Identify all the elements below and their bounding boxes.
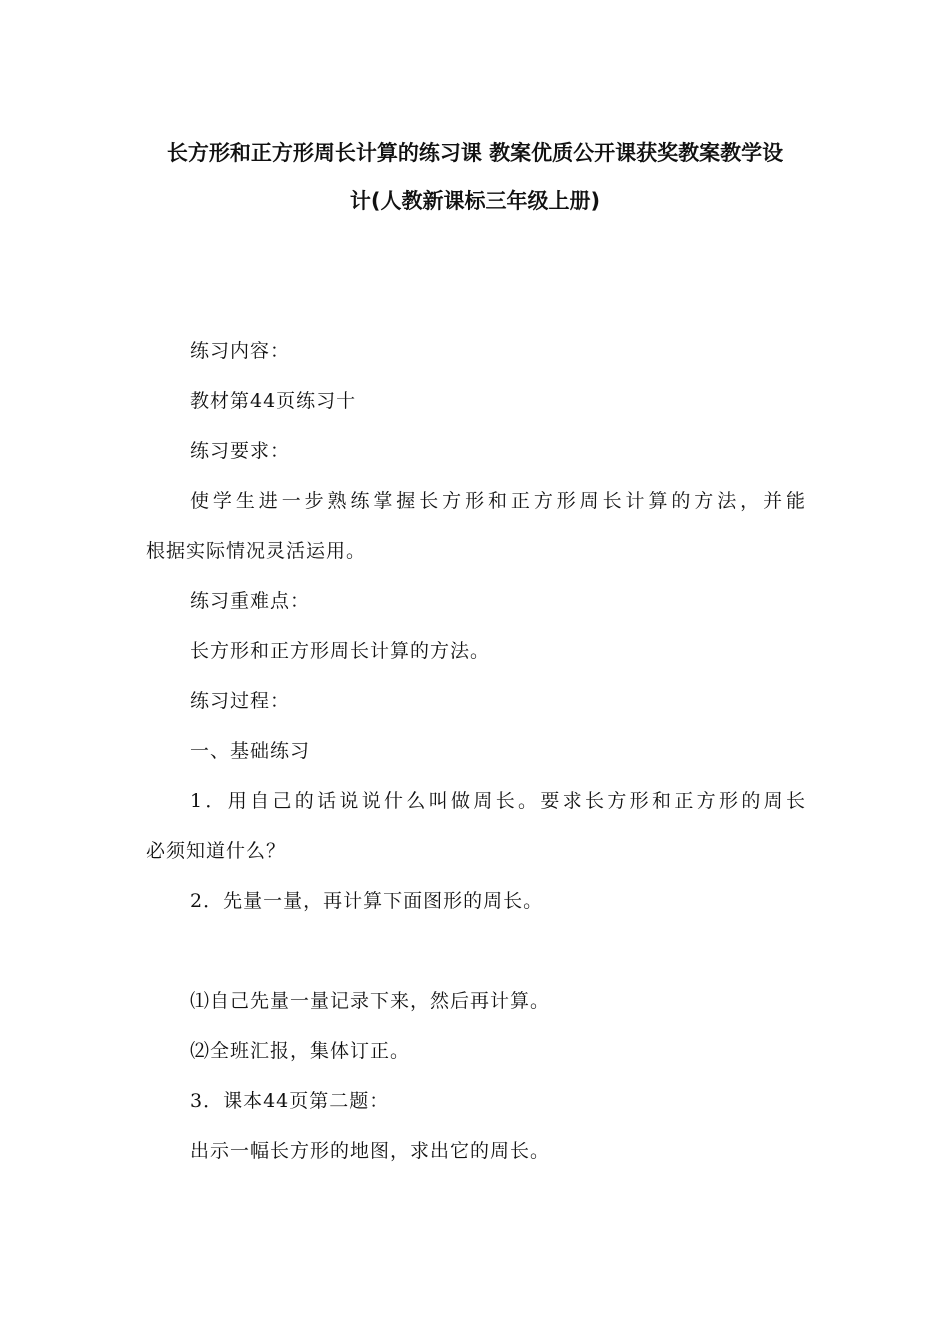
section-heading-practice-process: 练习过程：	[190, 690, 291, 712]
sub-item-2: ⑵全班汇报，集体订正。	[190, 1040, 411, 1062]
document-title-line-2: 计(人教新课标三年级上册)	[349, 189, 601, 213]
section-heading-practice-requirements: 练习要求：	[190, 440, 291, 462]
section-heading-key-difficulties: 练习重难点：	[190, 590, 311, 612]
section-heading-practice-content: 练习内容：	[190, 340, 291, 362]
list-item-1-line-1: 1．用自己的话说说什么叫做周长。要求长方形和正方形的周长	[190, 790, 806, 812]
list-item-2: 2．先量一量，再计算下面图形的周长。	[190, 890, 544, 912]
paragraph-textbook-reference: 教材第44页练习十	[190, 390, 357, 412]
subsection-heading-basic-practice: 一、基础练习	[190, 740, 311, 762]
paragraph-requirements-line-1: 使学生进一步熟练掌握长方形和正方形周长计算的方法，并能	[190, 490, 806, 512]
paragraph-key-difficulties: 长方形和正方形周长计算的方法。	[190, 640, 491, 662]
paragraph-map-perimeter: 出示一幅长方形的地图，求出它的周长。	[190, 1140, 551, 1162]
sub-item-1: ⑴自己先量一量记录下来，然后再计算。	[190, 990, 551, 1012]
list-item-1-line-2: 必须知道什么？	[146, 840, 287, 862]
paragraph-requirements-line-2: 根据实际情况灵活运用。	[146, 540, 367, 562]
list-item-3: 3．课本44页第二题：	[190, 1090, 390, 1112]
document-title-line-1: 长方形和正方形周长计算的练习课 教案优质公开课获奖教案教学设	[166, 141, 784, 165]
